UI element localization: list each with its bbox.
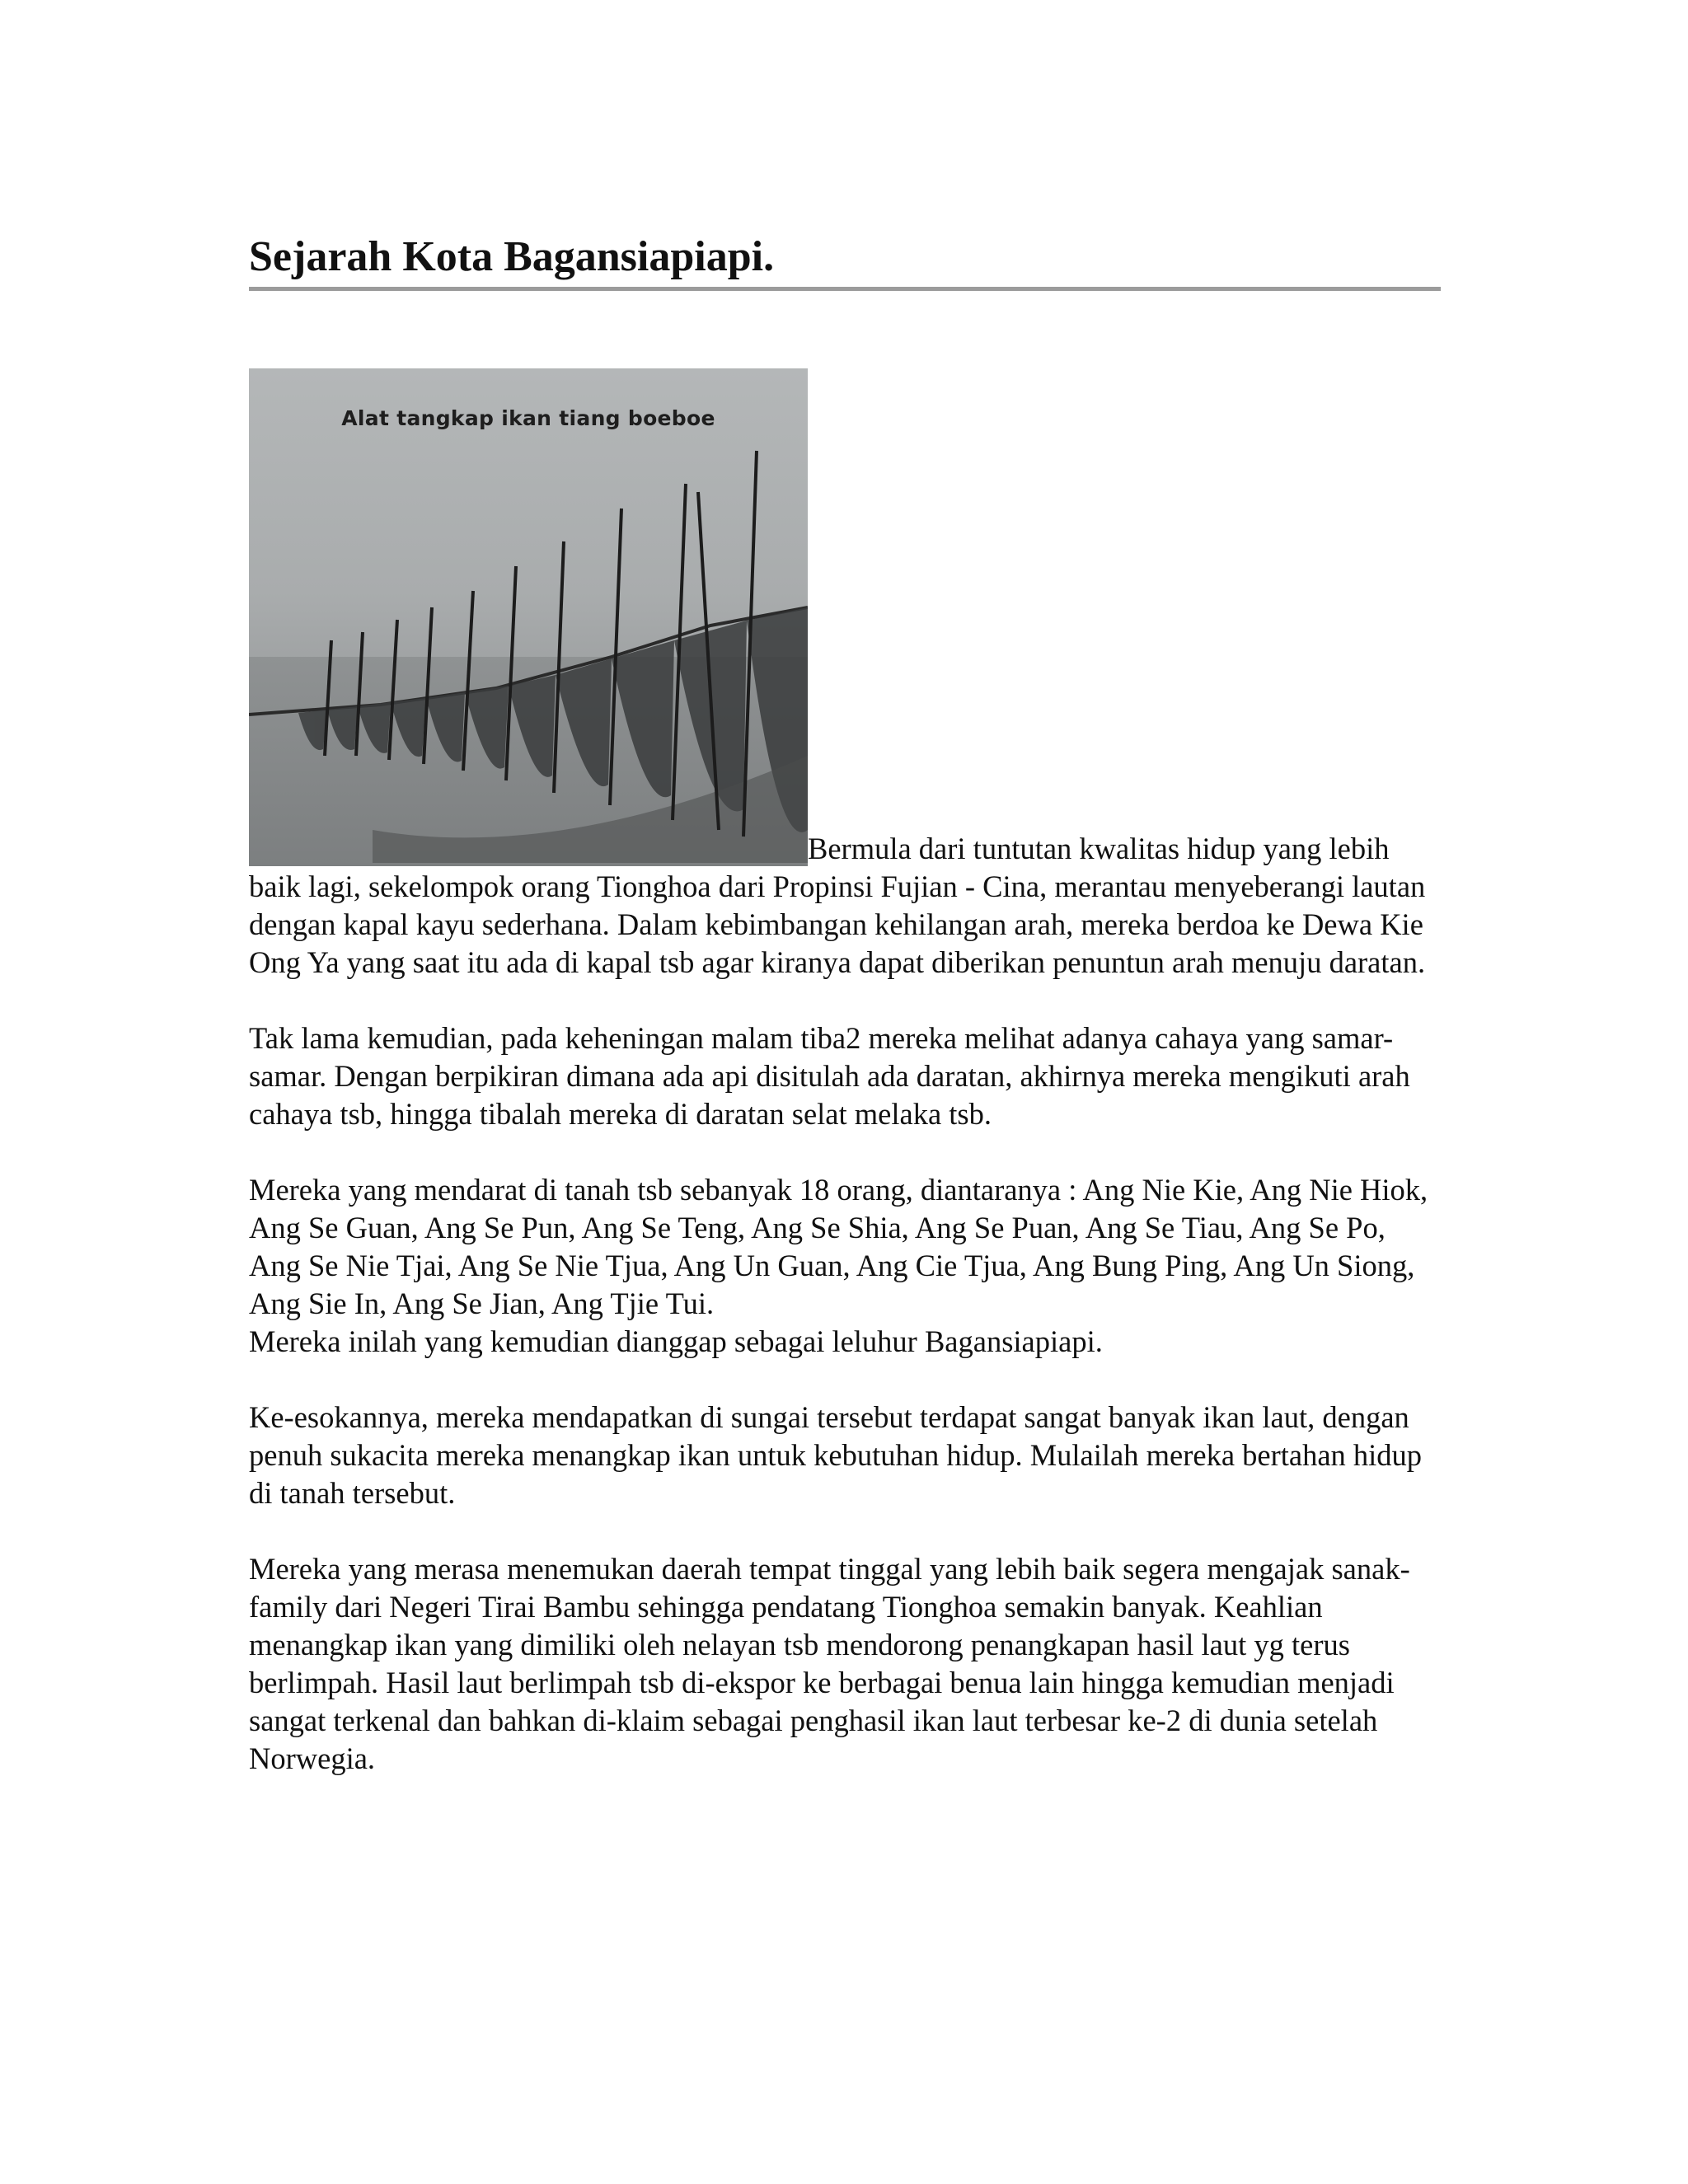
paragraph-5: Mereka yang merasa menemukan daerah tempat tinggal yang lebih baik segera mengajak sanak-family dari Negeri Tirai Bambu sehingga pendatang Tionghoa semakin banyak. Keahlian menangkap ikan yang dimiliki oleh nelayan tsb mendorong penangkapan hasil laut yg terus berlimpah. Hasil laut berlimpah tsb di-ekspor ke berbagai benua lain hingga kemudian menjadi sangat terkenal dan bahkan di-klaim sebagai penghasil ikan laut terbesar ke-2 di dunia setelah Norwegia. <box>249 1552 1410 1775</box>
paragraph-2: Tak lama kemudian, pada keheningan malam tiba2 mereka melihat adanya cahaya yang samar-samar. Dengan berpikiran dimana ada api disitulah ada daratan, akhirnya mereka mengikuti arah cahaya tsb, hingga tibalah mereka di daratan selat melaka tsb. <box>249 1021 1410 1131</box>
photo-caption: Alat tangkap ikan tiang boeboe <box>341 406 715 430</box>
paragraph-3 <box>249 1171 1441 1361</box>
title-underline <box>249 287 1441 291</box>
document-page <box>249 231 1441 1816</box>
paragraph-4: Ke-esokannya, mereka mendapatkan di sungai tersebut terdapat sangat banyak ikan laut, dengan penuh sukacita mereka menangkap ikan untuk kebutuhan hidup. Mulailah mereka bertahan hidup di tanah tersebut. <box>249 1400 1423 1510</box>
paragraph-1-text: Bermula dari tuntutan kwalitas hidup yang lebih baik lagi, sekelompok orang Tionghoa dari Propinsi Fujian - Cina, merantau menyeberangi lautan dengan kapal kayu sederhana. Dalam kebimbangan kehilangan arah, mereka berdoa ke Dewa Kie Ong Ya yang saat itu ada di kapal tsb agar kiranya dapat diberikan penuntun arah menuju daratan. <box>249 832 1426 979</box>
paragraph-1 <box>249 368 1441 982</box>
article-body <box>249 368 1441 1778</box>
paragraph-3-names: Mereka yang mendarat di tanah tsb sebanyak 18 orang, diantaranya : Ang Nie Kie, Ang Nie Hiok, Ang Se Guan, Ang Se Pun, Ang Se Teng, Ang Se Shia, Ang Se Puan, Ang Se Tiau, Ang Se Po, Ang Se Nie Tjai, Ang Se Nie Tjua, Ang Un Guan, Ang Cie Tjua, Ang Bung Ping, Ang Un Siong, Ang Sie In, Ang Se Jian, Ang Tjie Tui. <box>249 1173 1428 1320</box>
page-title: Sejarah Kota Bagansiapiapi. <box>249 233 775 280</box>
paragraph-3-conclusion: Mereka inilah yang kemudian dianggap sebagai leluhur Bagansiapiapi. <box>249 1324 1103 1358</box>
fishing-net-photo <box>249 368 808 866</box>
